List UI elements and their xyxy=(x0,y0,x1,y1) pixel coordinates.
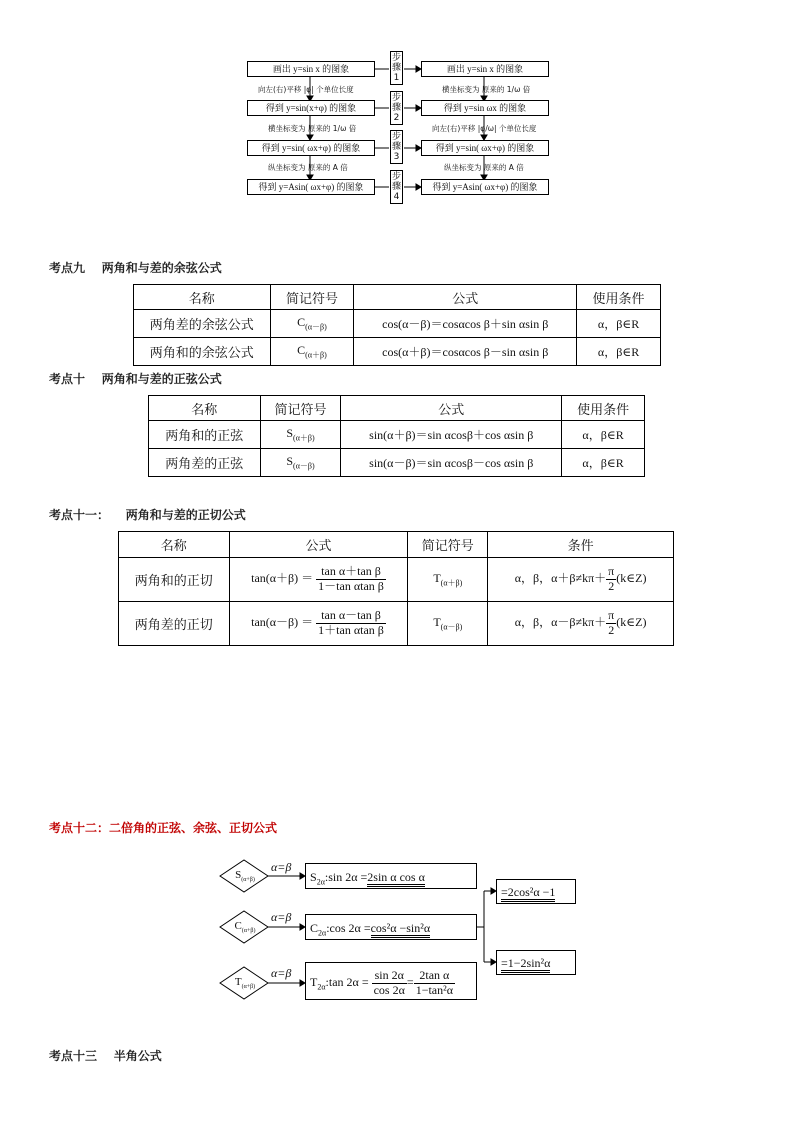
col-header-condition: 条件 xyxy=(488,532,674,558)
alpha-eq-beta-label: α=β xyxy=(271,966,292,980)
row-name: 两角和的余弦公式 xyxy=(134,338,271,366)
diamond-s: $S_{(\alpha+\beta)}$ xyxy=(235,869,255,884)
row-condition: α，β∈R xyxy=(562,449,645,477)
row-condition: α，β∈R xyxy=(577,338,661,366)
diamond-c: $C_{(\alpha+\beta)}$ xyxy=(234,920,256,935)
flow-right-2: 得到 y=sin ωx 的图象 xyxy=(421,100,549,116)
step-2: 步骤2 xyxy=(391,93,401,123)
flow-left-label-2: 横坐标变为 原来的 1/ω 倍 xyxy=(268,124,357,133)
row-condition: α，β∈R xyxy=(577,310,661,338)
c2a-formula-box: $C_{2\alpha}:\cos$ 2α =cos²α −sin²α xyxy=(305,914,477,940)
table-row xyxy=(134,338,661,366)
col-header-name: 名称 xyxy=(134,285,271,310)
col-header-symbol: 简记符号 xyxy=(270,285,354,310)
col-header-symbol: 简记符号 xyxy=(408,532,488,558)
flow-left-label-3: 纵坐标变为 原来的 A 倍 xyxy=(268,163,348,172)
table-row xyxy=(119,602,674,646)
col-header-formula: 公式 xyxy=(341,396,562,421)
row-condition: α，β∈R xyxy=(562,421,645,449)
row-symbol: $S_{(\alpha-\beta)}$ xyxy=(260,449,341,477)
row-name: 两角差的余弦公式 xyxy=(134,310,271,338)
col-header-condition: 使用条件 xyxy=(562,396,645,421)
flow-left-3: 得到 y=sin( ωx+φ) 的图象 xyxy=(247,140,375,156)
step-4: 步骤4 xyxy=(391,172,401,202)
row-symbol: $S_{(\alpha+\beta)}$ xyxy=(260,421,341,449)
table-row xyxy=(119,558,674,602)
diamond-t: $T_{(\alpha+\beta)}$ xyxy=(234,976,256,991)
flow-right-label-1: 横坐标变为 原来的 1/ω 倍 xyxy=(442,85,531,94)
step-1: 步骤1 xyxy=(391,53,401,83)
row-symbol: $T_{(\alpha-\beta)}$ xyxy=(408,602,488,646)
row-formula: cos(α＋β)＝cosαcos β－sin αsin β xyxy=(354,338,577,366)
step-3: 步骤3 xyxy=(391,132,401,162)
row-condition: α，β，α－β≠kπ＋ $\frac{\pi}{2}$ (k∈Z) xyxy=(488,602,674,646)
col-header-formula: 公式 xyxy=(229,532,408,558)
sine-sum-diff-table xyxy=(148,395,645,477)
row-symbol: $C_{(\alpha+\beta)}$ xyxy=(270,338,354,366)
col-header-symbol: 简记符号 xyxy=(260,396,341,421)
cos-alt-form-1: =2cos²α −1 xyxy=(496,879,576,904)
section-10-heading: 考点十 两角和与差的正弦公式 xyxy=(49,372,222,386)
col-header-name: 名称 xyxy=(119,532,230,558)
tangent-sum-diff-table xyxy=(118,531,674,646)
row-formula: sin(α＋β)＝sin αcosβ＋cos αsin β xyxy=(341,421,562,449)
row-symbol: $C_{(\alpha-\beta)}$ xyxy=(270,310,354,338)
flow-left-label-1: 向左(右)平移 |φ| 个单位长度 xyxy=(258,85,354,94)
flow-right-label-3: 纵坐标变为 原来的 A 倍 xyxy=(444,163,524,172)
section-12-heading: 考点十二：二倍角的正弦、余弦、正切公式 xyxy=(49,821,278,835)
flow-right-1: 画出 y=sin x 的图象 xyxy=(421,61,549,77)
flow-right-label-2: 向左(右)平移 |φ/ω| 个单位长度 xyxy=(432,124,537,133)
row-symbol: $T_{(\alpha+\beta)}$ xyxy=(408,558,488,602)
col-header-name: 名称 xyxy=(149,396,261,421)
section-13-heading: 考点十三 半角公式 xyxy=(49,1049,162,1063)
alpha-eq-beta-label: α=β xyxy=(271,910,292,924)
section-11-heading: 考点十一： 两角和与差的正切公式 xyxy=(49,508,246,522)
row-name: 两角差的正切 xyxy=(119,602,230,646)
t2a-formula-box: $T_{2\alpha}:\tan$ 2α = $\frac{\sin 2\alpha}{\cos 2\alpha}$ = $\frac{\text{2tan α}}{\text{1−tan²α}}$ xyxy=(305,962,477,1000)
row-formula: tan(α＋β) ＝ $\frac{\text{tan α＋tan β}}{\text{1－tan αtan β}}$ xyxy=(229,558,408,602)
row-condition: α，β，α＋β≠kπ＋ $\frac{\pi}{2}$ (k∈Z) xyxy=(488,558,674,602)
cosine-sum-diff-table xyxy=(133,284,661,366)
row-formula: tan(α－β) ＝ $\frac{\text{tan α－tan β}}{\text{1＋tan αtan β}}$ xyxy=(229,602,408,646)
flow-right-4: 得到 y=Asin( ωx+φ) 的图象 xyxy=(421,179,549,195)
cos-alt-form-2: =1−2sin²α xyxy=(496,950,576,975)
col-header-formula: 公式 xyxy=(354,285,577,310)
table-row xyxy=(134,310,661,338)
flow-left-2: 得到 y=sin(x+φ) 的图象 xyxy=(247,100,375,116)
alpha-eq-beta-label: α=β xyxy=(271,860,292,874)
section-9-heading: 考点九 两角和与差的余弦公式 xyxy=(49,261,222,275)
flow-right-3: 得到 y=sin( ωx+φ) 的图象 xyxy=(421,140,549,156)
flow-left-1: 画出 y=sin x 的图象 xyxy=(247,61,375,77)
s2a-formula-box: $S_{2\alpha}:\sin$ 2α =2sin α cos α xyxy=(305,863,477,889)
col-header-condition: 使用条件 xyxy=(577,285,661,310)
row-name: 两角和的正切 xyxy=(119,558,230,602)
table-row xyxy=(149,421,645,449)
row-formula: cos(α－β)＝cosαcos β＋sin αsin β xyxy=(354,310,577,338)
table-row xyxy=(149,449,645,477)
flow-left-4: 得到 y=Asin( ωx+φ) 的图象 xyxy=(247,179,375,195)
row-name: 两角差的正弦 xyxy=(149,449,261,477)
row-name: 两角和的正弦 xyxy=(149,421,261,449)
row-formula: sin(α－β)＝sin αcosβ－cos αsin β xyxy=(341,449,562,477)
